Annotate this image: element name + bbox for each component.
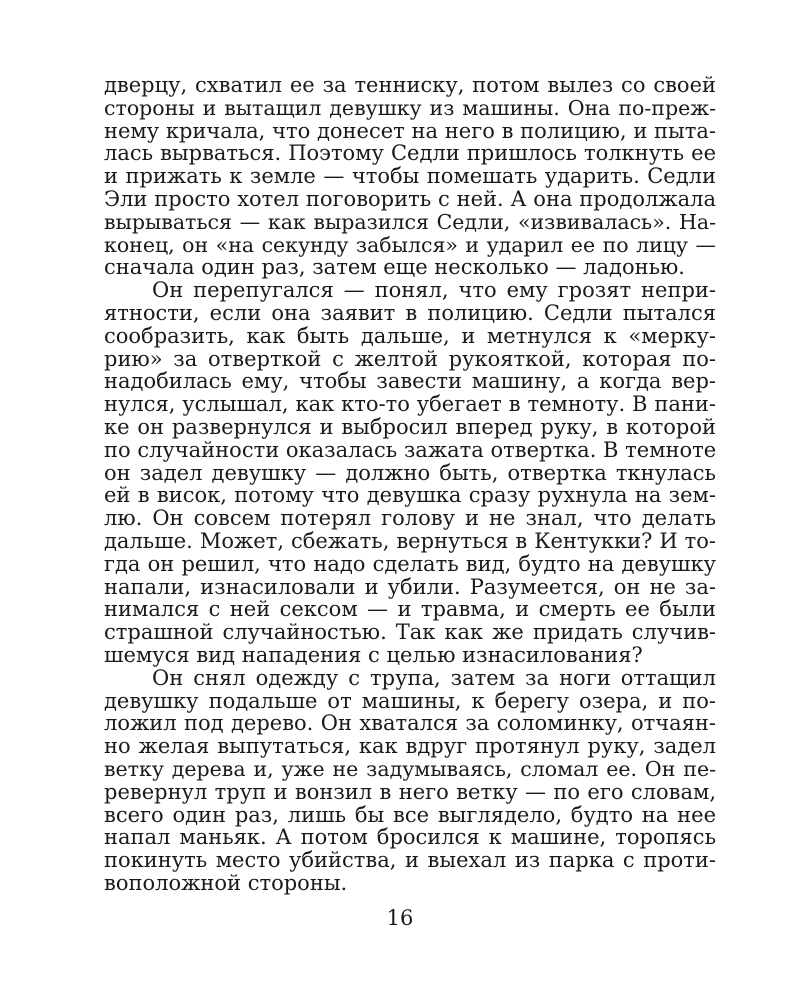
text-line: покинуть место убийства, и выехал из парка с проти- — [104, 848, 716, 873]
paragraph — [104, 667, 716, 895]
text-line: нулся, услышал, как кто-то убегает в темноту. В пани- — [104, 392, 716, 417]
text-line: но желая выпутаться, как вдруг протянул руку, задел — [104, 734, 716, 759]
text-line: гда он решил, что надо сделать вид, будто на девушку — [104, 551, 716, 576]
text-line: и прижать к земле — чтобы помешать ударить. Седли — [104, 164, 716, 189]
text-line: лась вырваться. Поэтому Седли пришлось толкнуть ее — [104, 141, 716, 166]
paragraph — [104, 279, 716, 667]
text-line: напали, изнасиловали и убили. Разумеется, он не за- — [104, 574, 716, 599]
text-line: ревернул труп и вонзил в него ветку — по его словам, — [104, 779, 716, 804]
text-line: стороны и вытащил девушку из машины. Она по-преж- — [104, 95, 716, 120]
text-line: дальше. Может, сбежать, вернуться в Кентукки? И то- — [104, 528, 716, 553]
text-line: вырываться — как выразился Седли, «извивалась». На- — [104, 209, 716, 234]
text-line: Он снял одежду с трупа, затем за ноги оттащил — [152, 665, 716, 690]
text-line: напал маньяк. А потом бросился к машине, торопясь — [104, 825, 716, 850]
text-line: по случайности оказалась зажата отвертка. В темноте — [104, 437, 717, 462]
text-line: ятности, если она заявит в полицию. Седли пытался — [104, 300, 716, 325]
text-line: всего один раз, лишь бы все выглядело, будто на нее — [104, 802, 716, 827]
text-line: рию» за отверткой с желтой рукояткой, которая по- — [104, 346, 716, 371]
text-line: он задел девушку — должно быть, отвертка ткнулась — [104, 460, 716, 485]
text-line: надобилась ему, чтобы завести машину, а когда вер- — [104, 369, 716, 394]
text-line: Эли просто хотел поговорить с ней. А она продолжала — [104, 186, 716, 211]
text-line: страшной случайностью. Так как же придать случив- — [104, 620, 716, 645]
text-line: нему кричала, что донесет на него в полицию, и пыта- — [104, 118, 716, 143]
text-line: воположной стороны. — [104, 870, 348, 895]
text-line: сообразить, как быть дальше, и метнулся к «мерку- — [104, 323, 716, 348]
text-line: дверцу, схватил ее за тенниску, потом вылез со своей — [104, 73, 716, 97]
text-line: сначала один раз, затем еще несколько — ладонью. — [104, 255, 685, 280]
text-line: девушку подальше от машины, к берегу озера, и по- — [104, 688, 716, 713]
text-line: шемуся вид нападения с целью изнасилования? — [104, 642, 643, 667]
text-line: Он перепугался — понял, что ему грозят непри- — [152, 278, 716, 303]
text-line: ветку дерева и, уже не задумываясь, сломал ее. Он пе- — [104, 756, 716, 781]
text-line: лю. Он совсем потерял голову и не знал, что делать — [104, 506, 716, 531]
page-number: 16 — [386, 906, 414, 930]
text-line: ложил под дерево. Он хватался за соломинку, отчаян- — [104, 711, 716, 736]
paragraph — [104, 74, 716, 279]
text-line: ей в висок, потому что девушка сразу рухнула на зем- — [104, 483, 716, 508]
text-line: конец, он «на секунду забылся» и ударил ее по лицу — — [104, 232, 716, 257]
body-text — [104, 74, 716, 895]
text-line: ке он развернулся и выбросил вперед руку, в которой — [104, 414, 716, 439]
text-line: нимался с ней сексом — и травма, и смерть ее были — [104, 597, 716, 622]
